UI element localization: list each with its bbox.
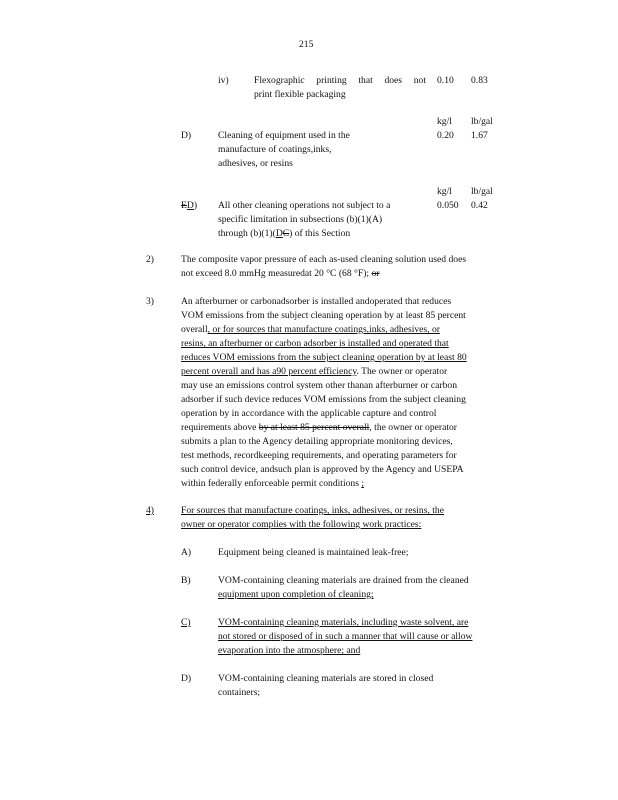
item-3-line12: test methods, recordkeeping requirements, and operating parameters for: [181, 450, 457, 461]
row-e-line3-post: ) of this Section: [289, 228, 351, 239]
item-3-line1: An afterburner or carbonadsorber is installed andoperated that reduces: [181, 296, 452, 307]
row-e-label-inserted: D: [186, 200, 194, 211]
row-d-label: D): [181, 130, 192, 141]
item-3-line6-inserted: percent overall and has a90 percent efficiency: [181, 366, 357, 377]
row-e-line3: [218, 227, 433, 241]
item-3-line14-inserted: ;: [361, 478, 365, 489]
item-3-line10: [181, 421, 541, 435]
row-e-label-paren: ): [193, 200, 198, 211]
item-3-line10-post: , the owner or operator: [369, 422, 458, 433]
sub-b-label: B): [181, 575, 191, 586]
item-3-line8: adsorber if such device reduces VOM emissions from the subject cleaning: [181, 394, 466, 405]
row-d-line1: Cleaning of equipment used in the: [218, 130, 350, 141]
row-d-unit-lb: lb/gal: [471, 116, 493, 127]
page-number: 215: [299, 39, 314, 50]
row-e-unit-kg: kg/l: [437, 186, 452, 197]
sub-b-line1: VOM-containing cleaning materials are drained from the cleaned: [218, 575, 469, 586]
row-e-kg: 0.050: [437, 200, 459, 211]
row-iv-label: iv): [218, 75, 229, 86]
item-3-line10-deleted: by at least 85 percent overall: [258, 422, 370, 433]
row-d-kg: 0.20: [437, 130, 454, 141]
row-iv-kg: 0.10: [437, 75, 454, 86]
row-iv-lb: 0.83: [471, 75, 488, 86]
row-e-label: [181, 199, 197, 213]
sub-b-line2: equipment upon completion of cleaning;: [218, 589, 374, 600]
item-3-line11: submits a plan to the Agency detailing appropriate monitoring devices,: [181, 436, 453, 447]
item-3-line2: VOM emissions from the subject cleaning operation by at least 85 percent: [181, 310, 466, 321]
item-2-line2-deleted: or: [371, 268, 380, 279]
sub-a-line1: Equipment being cleaned is maintained leak-free;: [218, 547, 409, 558]
row-e-line2: specific limitation in subsections (b)(1)(A): [218, 214, 383, 225]
sub-d-line2: containers;: [218, 687, 261, 698]
row-e-line3-pre: through (b)(1)(: [218, 228, 276, 239]
item-3-line9: operation by in accordance with the applicable capture and control: [181, 408, 437, 419]
item-3-line3-inserted: , or for sources that manufacture coatings,inks, adhesives, or: [207, 324, 440, 335]
item-3-line5: reduces VOM emissions from the subject cleaning operation by at least 80: [181, 352, 467, 363]
row-d-unit-kg: kg/l: [437, 116, 452, 127]
sub-d-label: D): [181, 673, 192, 684]
item-3-line3-pre: overall: [181, 324, 208, 335]
row-iv-line1: Flexographic printing that does not: [254, 75, 426, 86]
item-3-text: [181, 295, 541, 491]
row-iv-text: [254, 74, 426, 102]
row-d-line2: manufacture of coatings,inks,: [218, 144, 332, 155]
item-3-line6-post: . The owner or operator: [356, 366, 448, 377]
sub-c-text: [218, 616, 540, 658]
sub-c-line1: VOM-containing cleaning materials, including waste solvent, are: [218, 617, 469, 628]
item-2-line1: The composite vapor pressure of each as-used cleaning solution used does: [181, 254, 467, 265]
item-3-number: 3): [146, 296, 154, 307]
item-3-line14: [181, 477, 541, 491]
sub-d-line1: VOM-containing cleaning materials are stored in closed: [218, 673, 434, 684]
row-e-lb: 0.42: [471, 200, 488, 211]
item-3-line13: such control device, andsuch plan is approved by the Agency and USEPA: [181, 464, 464, 475]
item-3-line10-pre: requirements above: [181, 422, 257, 433]
item-3-line7: may use an emissions control system other thanan afterburner or carbon: [181, 380, 458, 391]
row-d-lb: 1.67: [471, 130, 488, 141]
item-4-line2: owner or operator complies with the following work practices:: [181, 519, 422, 530]
row-e-label-deleted: E: [181, 200, 187, 211]
sub-a-label: A): [181, 547, 192, 558]
item-2-line2-pre: not exceed 8.0 mmHg measuredat 20 °C (68 °F);: [181, 268, 370, 279]
row-iv-line2: print flexible packaging: [254, 89, 346, 100]
item-4-text: [181, 504, 521, 532]
item-2-text: [181, 253, 537, 281]
item-3-line4: resins, an afterburner or carbon adsorber is installed and operated that: [181, 338, 449, 349]
row-e-line1: All other cleaning operations not subject to a: [218, 200, 391, 211]
sub-c-line3: evaporation into the atmosphere; and: [218, 645, 361, 656]
sub-c-label: C): [181, 617, 191, 628]
item-3-line6: [181, 365, 541, 379]
sub-c-line2: not stored or disposed of in such a manner that will cause or allow: [218, 631, 473, 642]
sub-d-text: [218, 672, 518, 700]
item-2-number: 2): [146, 254, 154, 265]
row-e-unit-lb: lb/gal: [471, 186, 493, 197]
row-d-line3: adhesives, or resins: [218, 158, 293, 169]
row-d-text: [218, 129, 383, 171]
row-e-text: [218, 199, 433, 241]
item-4-line1: For sources that manufacture coatings, inks, adhesives, or resins, the: [181, 505, 444, 516]
item-3-line3: [181, 323, 541, 337]
sub-b-text: [218, 574, 538, 602]
item-3-line14-pre: within federally enforceable permit conditions: [181, 478, 359, 489]
row-e-line3-inserted: D: [275, 228, 283, 239]
row-e-line3-deleted: C: [282, 228, 290, 239]
item-2-line2: [181, 267, 537, 281]
item-4-number: 4): [146, 505, 154, 516]
